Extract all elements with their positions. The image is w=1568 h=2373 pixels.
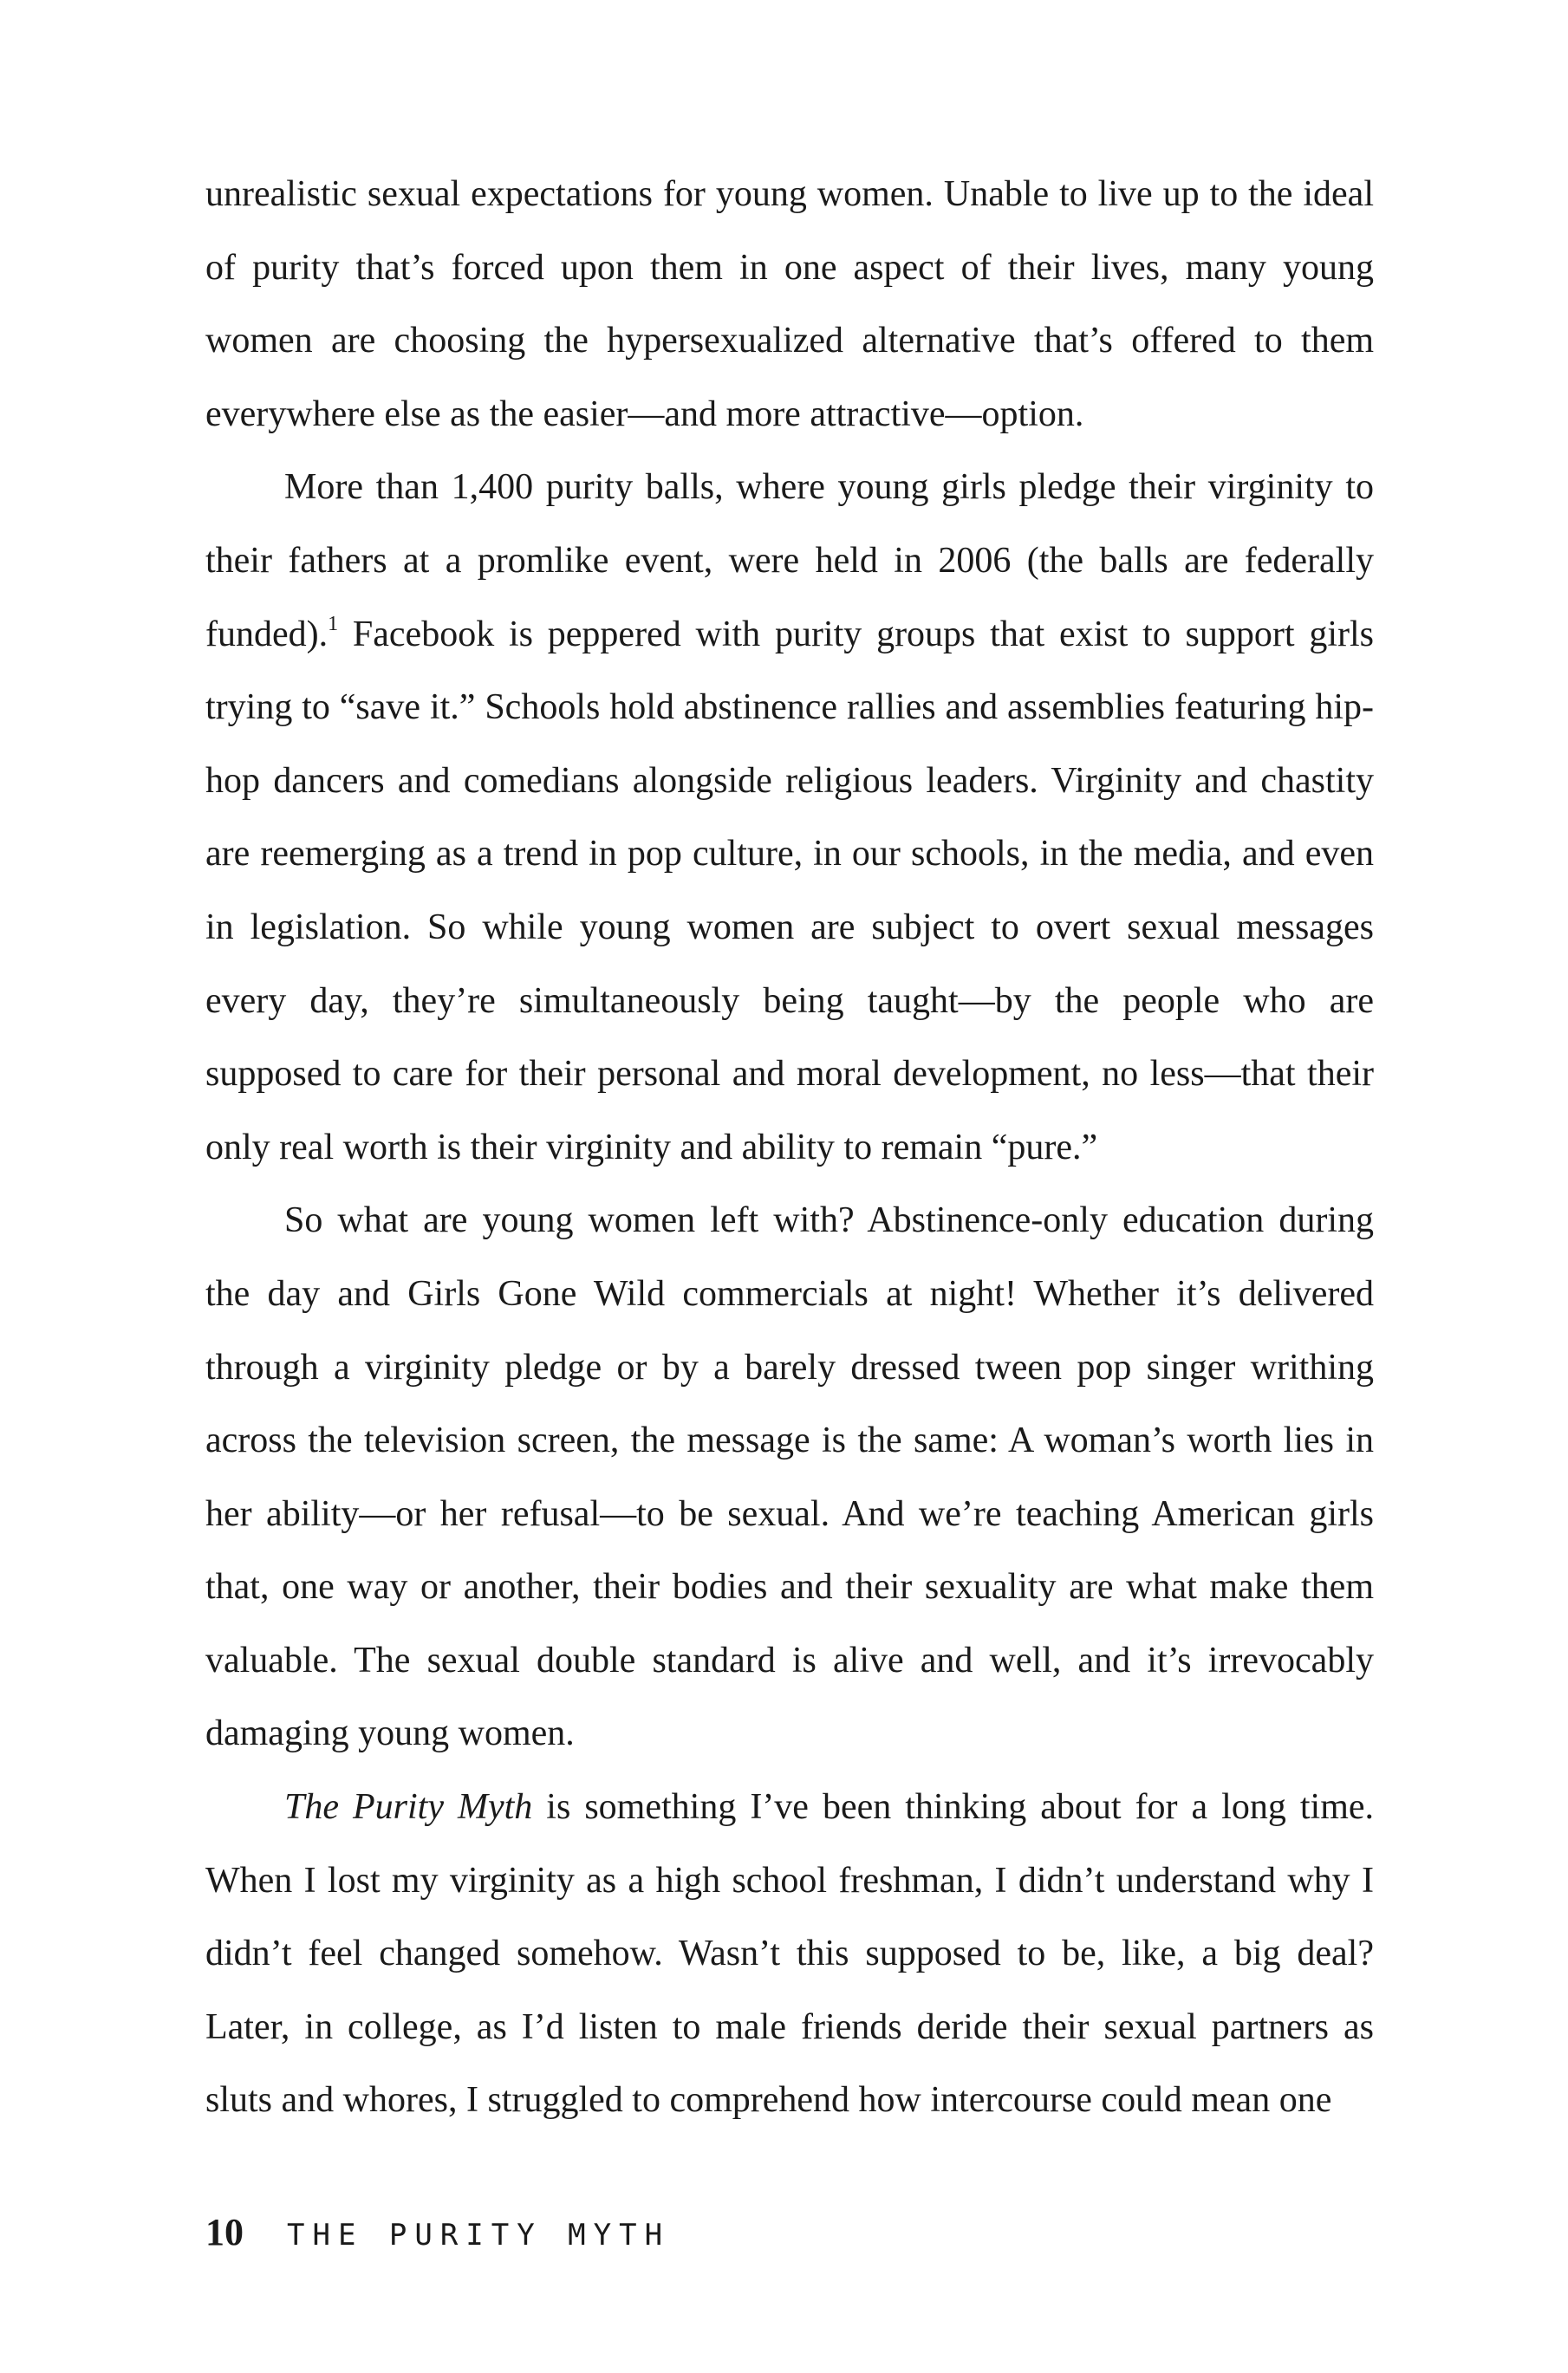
- page-footer: [205, 2210, 670, 2262]
- paragraph-text: is something I’ve been thinking about for a long time. When I lost my virginity as a high school freshman, I didn’t understand why I didn’t feel changed somehow. Wasn’t this supposed to be, like, a big deal? Later, in college, as I’d listen to male friends deride their sexual partners as sluts and whores, I struggled to comprehend how intercourse could mean one: [205, 1787, 1375, 2121]
- footnote-marker[interactable]: 1: [328, 612, 339, 635]
- running-head: THE PURITY MYTH: [287, 2218, 671, 2253]
- body-text: [205, 158, 1374, 2137]
- paragraph-continued: [205, 158, 1374, 451]
- paragraph-text: unrealistic sexual expectations for young women. Unable to live up to the ideal of purity that’s forced upon them in one aspect of their lives, many young women are choosing the hypersexualized alternative that’s offered to them everywhere else as the easier—and more attractive—option.: [205, 174, 1374, 434]
- paragraph-text: Facebook is peppered with purity groups that exist to support girls trying to “save it.” Schools hold abstinence rallies and assemblies featuring hip-hop dancers and comedians alongside religious leaders. Virginity and chastity are reemerging as a trend in pop culture, in our schools, in the media, and even in legislation. So while young women are subject to overt sexual messages every day, they’re simultaneously being taught—by the people who are supposed to care for their personal and moral development, no less—that their only real worth is their virginity and ability to remain “pure.”: [205, 614, 1374, 1167]
- paragraph-purity-myth: [205, 1771, 1374, 2137]
- paragraph-text: So what are young women left with? Abstinence-only education during the day and Girls Gone Wild commercials at night! Whether it’s delivered through a virginity pledge or by a barely dressed tween pop singer writhing across the television screen, the message is the same: A woman’s worth lies in her ability—or her refusal—to be sexual. And we’re teaching American girls that, one way or another, their bodies and their sexuality are what make them valuable. The sexual double standard is alive and well, and it’s irrevocably damaging young women.: [205, 1200, 1374, 1754]
- paragraph-young-women: [205, 1184, 1374, 1771]
- page-number: 10: [205, 2211, 244, 2253]
- paragraph-text: More than 1,400 purity balls, where young girls pledge their virginity to their fathers at a promlike event, were held in 2006 (the balls are federally funded).: [205, 467, 1374, 654]
- book-title-italic: The Purity Myth: [284, 1787, 533, 1828]
- paragraph-purity-balls: [205, 451, 1374, 1184]
